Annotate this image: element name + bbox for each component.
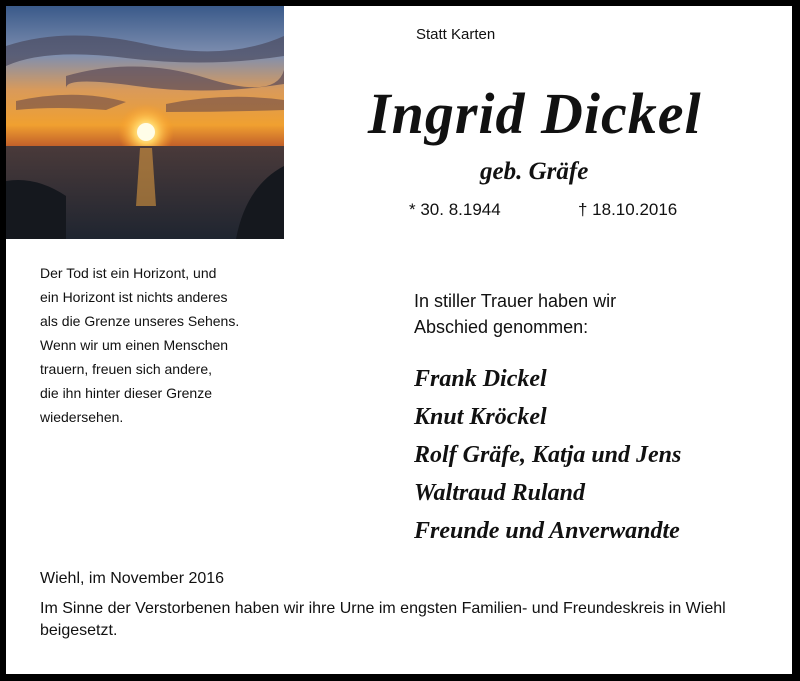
poem-line: wiedersehen. — [40, 409, 124, 425]
maiden-name: geb. Gräfe — [480, 158, 589, 185]
deceased-name: Ingrid Dickel — [368, 81, 702, 146]
mourning-intro — [414, 288, 616, 340]
birth-date: * 30. 8.1944 — [409, 200, 501, 219]
burial-note: Im Sinne der Verstorbenen haben wir ihre Urne im engsten Familien- und Freundeskreis in Wiehl beigesetzt. — [40, 600, 726, 639]
mourner-name: Knut Kröckel — [414, 404, 547, 430]
poem-line: Der Tod ist ein Horizont, und — [40, 265, 217, 281]
poem-line: die ihn hinter dieser Grenze — [40, 385, 212, 401]
mourners-list — [414, 360, 681, 550]
place-date: Wiehl, im November 2016 — [40, 570, 225, 587]
statt-karten-label: Statt Karten — [416, 26, 496, 43]
poem-line: trauern, freuen sich andere, — [40, 361, 212, 377]
mourner-name: Rolf Gräfe, Katja und Jens — [414, 442, 682, 468]
mourning-intro-line: Abschied genommen: — [414, 317, 589, 337]
mourner-name: Freunde und Anverwandte — [414, 518, 680, 544]
death-date: † 18.10.2016 — [578, 200, 678, 219]
poem — [40, 261, 280, 429]
mourner-name: Waltraud Ruland — [414, 480, 585, 506]
mourning-intro-line: In stiller Trauer haben wir — [414, 291, 617, 311]
poem-line: als die Grenze unseres Sehens. — [40, 313, 240, 329]
mourner-name: Frank Dickel — [414, 366, 547, 392]
sunset-photo — [6, 6, 284, 239]
obituary-card — [6, 6, 792, 674]
poem-line: Wenn wir um einen Menschen — [40, 337, 229, 353]
poem-line: ein Horizont ist nichts anderes — [40, 289, 228, 305]
